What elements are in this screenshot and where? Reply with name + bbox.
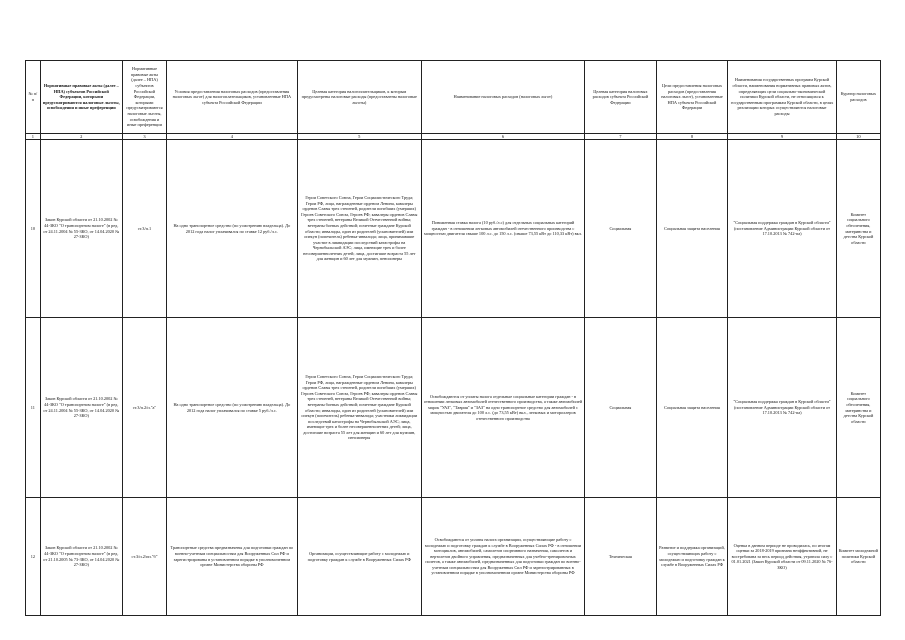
taxpayer-category-cell: Организации, осуществляющие работу с молодежью и подготовку граждан к службе в Вооруженных Силах РФ [297,498,421,616]
tax-expenditure-name-cell: Освобождаются от уплаты налога организации, осуществляющие работу с молодежью и подготовку граждан к службе в Вооруженных Силах РФ - в отношении мотоциклов, автомобилей, самолетов спортивного назначения, самолетов и вертолетов двойного управления, предназначенных для учебно-тренировочных полетов, а также автомобилей, предназначенных для подготовки граждан по военно-учетным специальностям для Вооруженных Сил РФ и зарегистрированных в установленном порядке в уполномоченном органе Министерства обороны РФ [421,498,584,616]
header-cell-program: Наименования государственных программ Курской области, наименования нормативных правовых актов, определяющих цели социально-экономической политики Курской области, не относящихся к государственным программам Курской области, в целях реализации которых осуществляются налоговые расходы [728,61,836,134]
legal-act-cell: Закон Курской области от 21.10.2002 № 44-ЗКО "О транспортном налоге" (в ред. от 24.11.2004 № 55-ЗКО, от 14.04.2020 № 27-ЗКО) [40,140,122,318]
table-row [26,140,881,318]
program-cell: "Социальная поддержка граждан в Курской области" (постановление Администрации Курской области от 17.10.2013 № 742-па) [728,140,836,318]
row-number: 11 [26,318,41,498]
header-cell-article: Нормативные правовые акты (далее – НПА) субъектов Российской Федерации, которыми предусматриваются налоговые льготы, освобождения и иные преференции [122,61,166,134]
legal-act-cell: Закон Курской области от 21.10.2002 № 44-ЗКО "О транспортном налоге" (в ред. от 24.11.2004 № 55-ЗКО, от 14.04.2020 № 27-ЗКО) [40,318,122,498]
column-number: 6 [421,134,584,140]
header-cell-curator: Куратор налоговых расходов [836,61,880,134]
header-cell-category: Целевая категория налогоплательщиков, к которым предусмотрены налоговые расходы (предоставлены налоговые льготы) [297,61,421,134]
curator-cell: Комитет социального обеспечения, материнства и детства Курской области [836,318,880,498]
goal-cell: Развитие и поддержка организаций, осуществляющих работу с молодежью и подготовку граждан к службе в Вооруженных Силах РФ [656,498,728,616]
column-number: 7 [585,134,657,140]
tax-expenditure-table [25,60,881,616]
table-row [26,498,881,616]
conditions-cell: На одно транспортное средство (по усмотрению владельца). До 2012 года налог уплачивался по ставке 5 руб./л.с. [167,318,298,498]
conditions-cell: На одно транспортное средство (по усмотрению владельца). До 2012 года налог уплачивался по ставке 12 руб./л.с. [167,140,298,318]
header-row [26,61,881,134]
tax-expenditure-name-cell: Пониженная ставка налога (10 руб./л.с) для отдельных социальных категорий граждан - в отношении легковых автомобилей отечественного производства с мощностью двигателя свыше 100 л.с. до 150 л.с. (свыше 73,55 кВт до 110,33 кВт) вкл. [421,140,584,318]
program-cell: Оценка в данном периоде не проводилась, по итогам оценки за 2018-2019 признана неэффективной, не востребована за весь период действия, утратила силу с 01.01.2021 (Закон Курской области от 09.11.2020 № 76-ЗКО) [728,498,836,616]
target-category-cell: Техническая [585,498,657,616]
header-cell-n: № п/п [26,61,41,134]
header-cell-conditions: Условия предоставления налоговых расходов (предоставления налоговых льгот) для налогоплательщиков, установленные НПА субъекта Российской Федерации [167,61,298,134]
tax-expenditure-name-cell: Освобождаются от уплаты налога отдельные социальные категории граждан - в отношении легковых автомобилей отечественного производства, а также автомобилей марок "УАЗ", "Таврия" и "ЗАЗ" на одно транспортное средство для автомобилей с мощностью двигателя до 100 л.с. (до 73,55 кВт) вкл., легковых и мотороллеров отечественного производства [421,318,584,498]
header-cell-goal: Цели предоставления налоговых расходов (предоставления налоговых льгот), установленные НПА субъекта Российской Федерации [656,61,728,134]
curator-cell: Комитет социального обеспечения, материнства и детства Курской области [836,140,880,318]
column-number: 4 [167,134,298,140]
column-number: 9 [728,134,836,140]
article-cell: ст.3/п.1 [122,140,166,318]
target-category-cell: Социальная [585,318,657,498]
target-category-cell: Социальная [585,140,657,318]
column-number: 8 [656,134,728,140]
row-number: 10 [26,140,41,318]
taxpayer-category-cell: Герои Советского Союза, Герои Социалистического Труда; Герои РФ, лица, награжденные орденом Ленина, кавалеры орденов Славы трех степеней, родители погибших (умерших) Героев Советского Союза, Героев РФ; кавалеры орденов Славы трех степеней, ветераны Великой Отечественной войны; ветераны боевых действий; почетные граждане Курской области; инвалиды, один из родителей (усыновителей) или опекун (попечитель) ребенка-инвалида; участники ликвидации последствий катастрофы на Чернобыльской АЭС; лица, имеющие трех и более несовершеннолетних детей; лица, достигшие возраста 55 лет для женщин и 60 лет для мужчин, пенсионеры [297,318,421,498]
goal-cell: Социальная защита населения [656,140,728,318]
conditions-cell: Транспортные средства предназначены для подготовки граждан по военно-учетным специальностям для Вооруженных Сил РФ и зарегистрированы в установленном порядке в уполномоченном органе Министерства обороны РФ [167,498,298,616]
column-number: 5 [297,134,421,140]
column-number: 2 [40,134,122,140]
article-cell: ст.3/п.2/пп."б" [122,498,166,616]
program-cell: "Социальная поддержка граждан в Курской области" (постановление Администрации Курской области от 17.10.2013 № 742-па) [728,318,836,498]
curator-cell: Комитет молодежной политики Курской области [836,498,880,616]
legal-act-cell: Закон Курской области от 21.10.2002 № 44-ЗКО "О транспортном налоге" (в ред. от 21.10.2005 № 73-ЗКО, от 14.04.2020 № 27-ЗКО) [40,498,122,616]
header-cell-target: Целевая категория налоговых расходов субъекта Российской Федерации [585,61,657,134]
header-cell-name: Наименование налоговых расходов (налоговых льгот) [421,61,584,134]
column-number: 10 [836,134,880,140]
goal-cell: Социальная защита населения [656,318,728,498]
column-number: 1 [26,134,41,140]
column-number: 3 [122,134,166,140]
row-number: 12 [26,498,41,616]
article-cell: ст.3/п.2/п."а" [122,318,166,498]
header-cell-act: Нормативные правовые акты (далее – НПА) субъектов Российской Федерации, которыми предусматриваются налоговые льготы, освобождения и иные преференции [40,61,122,134]
taxpayer-category-cell: Герои Советского Союза, Герои Социалистического Труда; Герои РФ, лица, награжденные орденом Ленина, кавалеры орденов Славы трех степеней, родители погибших (умерших) Героев Советского Союза, Героев РФ; кавалеры орденов Славы трех степеней, ветераны Великой Отечественной войны; ветераны боевых действий; почетные граждане Курской области; инвалиды, один из родителей (усыновителей) или опекун (попечитель) ребенка-инвалида; лица, принимавшие участие в ликвидации последствий катастрофы на Чернобыльской АЭС; лица, имеющие трех и более несовершеннолетних детей; лица, достигшие возраста 55 лет для женщин и 60 лет для мужчин, пенсионеры [297,140,421,318]
table-row [26,318,881,498]
table-header [26,61,881,134]
